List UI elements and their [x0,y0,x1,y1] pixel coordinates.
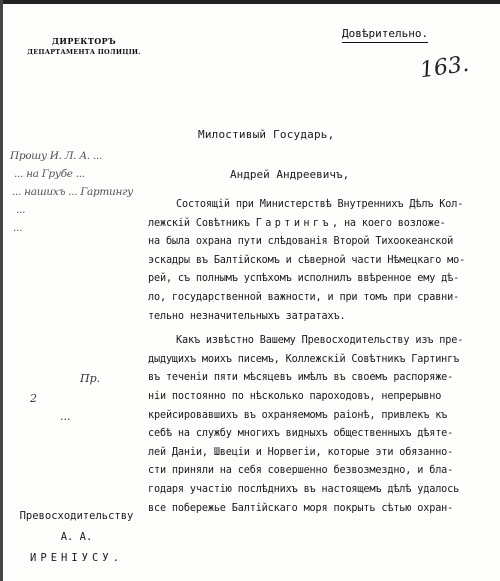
body-line: Какъ извѣстно Вашему Превосходительству изъ пре- [176,335,464,347]
body-line: рей, съ полнымъ успѣхомъ исполнилъ ввѣренное ему дѣ- [148,273,460,285]
body-line: все побережье Балтійскаго моря покрыть сѣтью охран- [148,502,454,514]
document-number: 163. [418,51,471,84]
letterhead [14,36,154,56]
body-line: тельно незначительныхъ затратахъ. [148,310,346,322]
margin-mark: ... [60,410,71,423]
body-line: крейсировавшихъ въ охраняемомъ раіонѣ, привлекъ къ [148,409,448,421]
body-line: ло, государственной важности, и при томъ при сравни- [148,291,460,303]
handwritten-line: ... [16,204,26,216]
handwritten-line: ... на Грубе ... [14,168,85,180]
surname-spaced: Гартингъ [255,217,332,229]
addressee: Андрей Андреевичъ, [230,168,350,181]
salutation: Милостивый Государь, [198,128,335,141]
body-line: ніи постоянно по нѣсколько пароходовъ, непрерывно [148,390,442,402]
body-line: годаря участію послѣднихъ въ настоящемъ дѣлѣ удалось [148,483,460,495]
page-edge-top [0,0,500,4]
handwritten-line: ... [13,222,23,234]
recipient-surname: ИРЕНІУСУ. [30,552,123,564]
body-text: лежскій Совѣтникъ [148,217,250,229]
recipient-initials: А. А. [60,531,93,543]
body-line: сти приняли на себя совершенно безвозмездно, и бла- [148,465,454,477]
body-line: на была охрана пути слѣдованія Второй Тихоокеанской [148,236,454,248]
body-line [148,215,496,234]
body-line: дыдущихъ моихъ писемъ, Коллежскій Совѣтникъ Гартингъ [148,353,460,365]
body-text: , на коего возложе- [331,217,446,229]
body-line: лей Даніи, Швеціи и Норвегіи, которые эти обязанно- [148,446,454,458]
handwritten-line: Прошу И. Л. А. ... [10,150,103,162]
body-line: эскадры въ Балтійскомъ и сѣверной части Нѣмецкаго мо- [148,254,466,266]
letterhead-title: ДИРЕКТОРЪ [51,36,117,46]
margin-mark: Пр. [80,372,101,385]
body-line: въ теченіи пяти мѣсяцевъ имѣлъ въ своемъ распоряже- [148,372,454,384]
letterhead-department: ДЕПАРТАМЕНТА ПОЛИЦІИ. [27,48,141,56]
recipient-block [14,506,139,569]
confidential-stamp: Довѣрительно. [342,27,428,43]
letter-body [148,196,496,518]
recipient-title: Превосходительству [19,510,134,522]
page-edge-left [0,0,3,581]
handwritten-line: ... нашихъ ... Гартингу [12,186,133,198]
margin-mark: 2 [30,392,37,405]
body-line: Состоящій при Министерствѣ Внутреннихъ Дѣлъ Кол- [176,199,464,210]
body-line: себѣ на службу многихъ видныхъ общественныхъ дѣяте- [148,428,454,440]
